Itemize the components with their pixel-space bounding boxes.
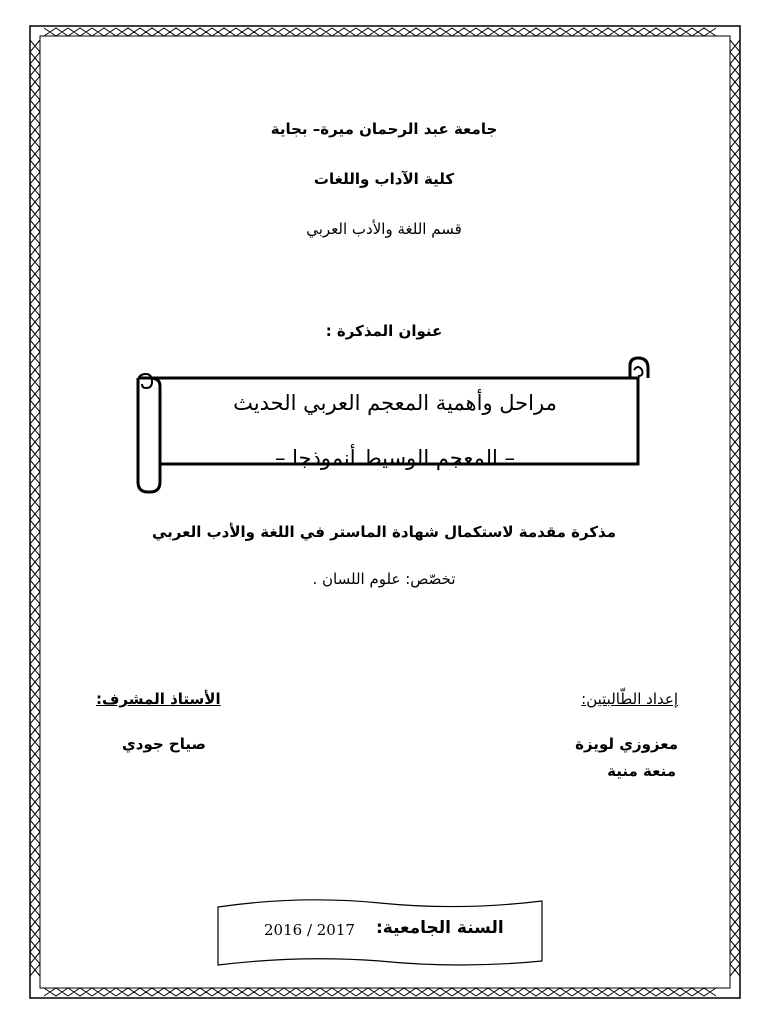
border-zigzag (44, 28, 716, 36)
memo-title-line1: مراحل وأهمية المعجم العربي الحديث (233, 391, 557, 415)
university-name: جامعة عبد الرحمان ميرة– بجاية (270, 120, 498, 138)
academic-year-label: السنة الجامعية: (376, 918, 504, 938)
memo-title-label: عنوان المذكرة : (325, 322, 443, 340)
memo-title-line2: – المعجم الوسيط أنموذجا – (274, 446, 516, 470)
title-scroll-banner (120, 352, 660, 502)
specialty: تخصّص: علوم اللسان . (312, 570, 456, 588)
faculty-name: كلية الآداب واللغات (313, 170, 455, 188)
students-heading: إعداد الطّالبتين: (581, 690, 678, 708)
department-name: قسم اللغة والأدب العربي (306, 220, 462, 238)
border-zigzag (44, 988, 716, 996)
student-name-1: معزوزي لويزة (575, 735, 678, 753)
student-name-2: منعة منية (607, 762, 676, 780)
memo-description: مذكرة مقدمة لاستكمال شهادة الماستر في اللغة والأدب العربي (152, 523, 616, 541)
supervisor-name: صياح جودي (122, 735, 206, 753)
supervisor-heading: الأستاذ المشرف: (96, 690, 221, 708)
academic-year-value: 2016 / 2017 (264, 921, 355, 939)
